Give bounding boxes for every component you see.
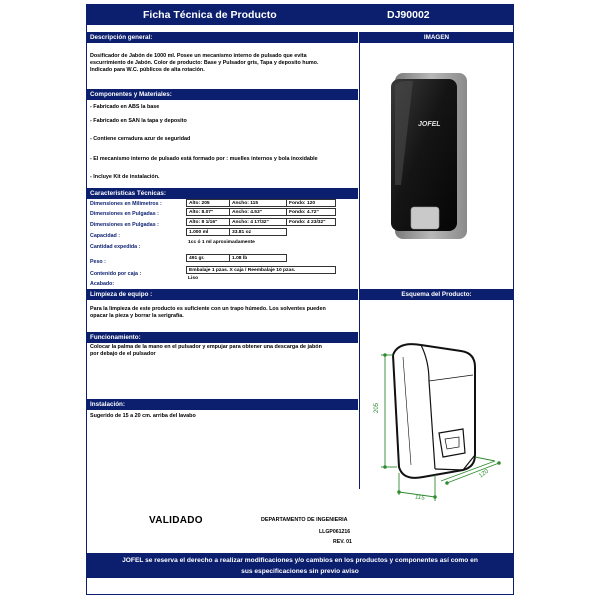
spec-cell: 491 gr. [186, 254, 230, 262]
spec-label: Dimensiones en Milimetros : [90, 201, 162, 207]
spec-cell: Ancho: 115 [229, 199, 287, 207]
validated-label: VALIDADO [149, 515, 203, 526]
header-bar [87, 5, 513, 25]
description-text [90, 53, 358, 75]
image-heading-label: IMAGEN [423, 34, 450, 41]
operation-heading: Funcionamiento: [87, 332, 358, 343]
components-heading: Componentes y Materiales: [87, 89, 358, 100]
spec-cell: Ancho: 4.53" [229, 208, 287, 216]
spec-label: Capacidad : [90, 233, 121, 239]
operation-text [90, 344, 358, 358]
description-line: Dosificador de Jabón de 1000 ml. Posee un mecanismo interno de pulsado que evita [90, 53, 307, 59]
specs-heading: Caracteristicas Técnicas: [87, 188, 358, 199]
schema-heading [360, 289, 513, 300]
cleaning-text [90, 306, 358, 320]
component-item: - Contiene cerradura azur de seguridad [90, 136, 191, 142]
product-code: DJ90002 [387, 9, 430, 21]
product-photo [377, 65, 487, 255]
spec-cell: Fondo: 4.72" [286, 208, 336, 216]
notice-line: sus especificaciones sin previo aviso [241, 568, 359, 575]
spec-cell: 1.08 lb [229, 254, 287, 262]
footer-notice [87, 553, 513, 578]
spec-label: Dimensiones en Pulgadas : [90, 222, 159, 228]
spec-cell: Alto: 8.07" [186, 208, 230, 216]
spec-cell-wide: 1cc ó 1 ml aproximadamente [188, 240, 255, 245]
header-title: Ficha Técnica de Producto [143, 9, 277, 21]
spec-label: Peso : [90, 259, 106, 265]
operation-line: Colocar la palma de la mano en el pulsador y empujar para obtener una descarga de jabón [90, 344, 322, 350]
image-heading [360, 32, 513, 43]
spec-cell: Alto: 8 1/16" [186, 218, 230, 226]
revision-label: REV. 01 [333, 539, 352, 545]
schema-heading-label: Esquema del Producto: [401, 291, 472, 298]
installation-text: Sugerido de 15 a 20 cm. arriba del lavabo [90, 413, 196, 419]
document-code: LLGP061216 [319, 529, 351, 535]
brand-logo: JOFEL [418, 121, 441, 128]
component-item: - Fabricado en SAN la tapa y deposito [90, 118, 187, 124]
notice-line: JOFEL se reserva el derecho a realizar modificaciones y/o cambios en los productos y componentes así como en [122, 557, 478, 564]
spec-cell: Ancho: 4 17/32" [229, 218, 287, 226]
spec-label: Contenido por caja : [90, 271, 142, 277]
cleaning-heading: Limpieza de equipo : [87, 289, 358, 300]
spec-label: Cantidad expedida : [90, 244, 141, 250]
spec-cell-wide: Embalaje 1 pzas. X caja / Reembalaje 10 pzas. [186, 266, 336, 274]
column-divider [359, 32, 360, 489]
dimension-depth-label: 120 [478, 468, 490, 480]
spec-cell: Alto: 205 [186, 199, 230, 207]
component-item: - Fabricado en ABS la base [90, 104, 160, 110]
dimension-height-label: 205 [374, 402, 381, 414]
spec-label: Acabado: [90, 281, 115, 287]
department-label: DEPARTAMENTO DE INGENIERIA [261, 517, 348, 523]
product-data-sheet [86, 4, 514, 595]
description-line: escurrimiento de Jabón. Color de producto: Base y Pulsador gris, Tapa y deposito humo. [90, 60, 319, 67]
installation-heading: Instalación: [87, 399, 358, 410]
cleaning-line: Para la limpieza de este producto es suficiente con un trapo húmedo. Los solventes pueden [90, 306, 326, 312]
description-heading: Descripción general: [87, 32, 358, 43]
technical-drawing [363, 305, 511, 505]
description-line: Indicado para W.C. públicos de alta rotación. [90, 67, 205, 74]
spec-cell: 33.81 oz [229, 228, 287, 236]
spec-label: Dimensiones en Pulgadas : [90, 211, 159, 217]
spec-cell: 1.000 ml [186, 228, 230, 236]
dimension-width-label: 115 [414, 494, 425, 502]
operation-line: por debajo de el pulsador [90, 351, 156, 358]
push-button [411, 207, 439, 229]
component-item: - El mecanismo interno de pulsado está formado por : muelles internos y bola inoxidable [90, 156, 318, 162]
spec-cell-wide: Liso [188, 276, 199, 281]
component-item: - Incluye Kit de instalación. [90, 174, 160, 180]
spec-cell: Fondo: 120 [286, 199, 336, 207]
spec-cell: Fondo: 4 23/32" [286, 218, 336, 226]
cleaning-line: opacar la pieza y borrar la serigrafía. [90, 313, 184, 320]
